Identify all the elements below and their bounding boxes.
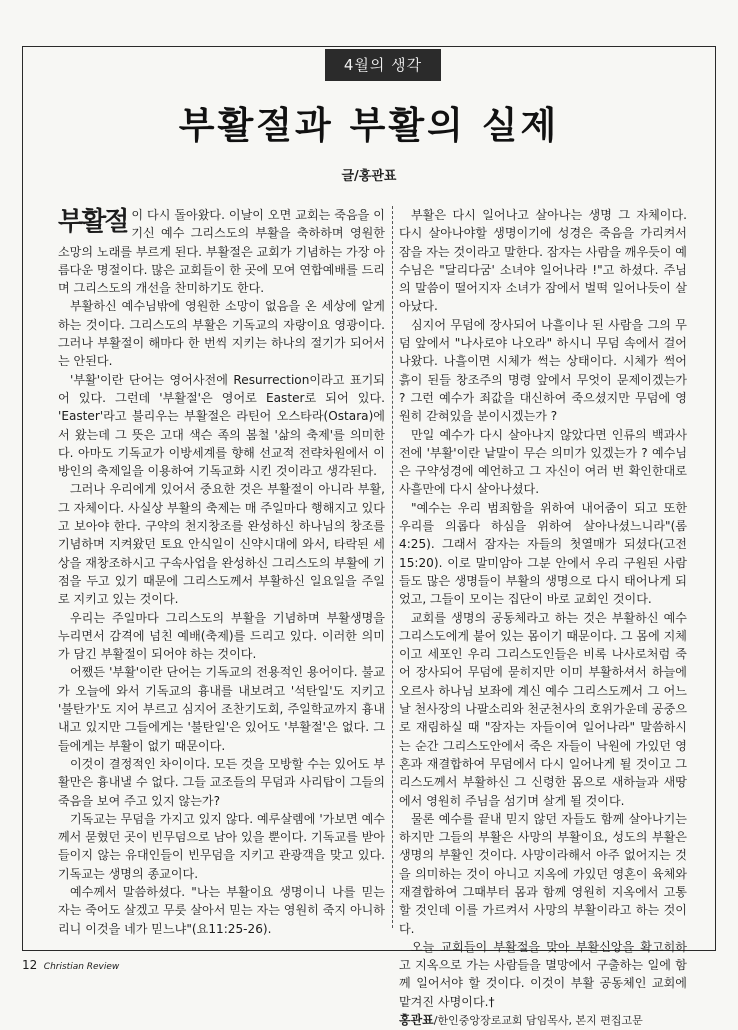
paragraph: 심지어 무덤에 장사되어 나흘이나 된 사람을 그의 무덤 앞에서 "나사로야 나오라" 하시니 무덤 속에서 걸어 나왔다. 나흘이면 시체가 썩는 상태이다. 시체가 썩어 흙이 된들 창조주의 명령 앞에서 무엇이 문제이겠는가 ? 그런 예수가 죄값을 대신하여 죽으셨지만 무덤에 영원히 갇혀있을 분이시겠는가 ? <box>399 317 687 424</box>
magazine-name: Christian Review <box>43 962 120 972</box>
paragraph: 부활절 이 다시 돌아왔다. 이날이 오면 교회는 죽음을 이기신 예수 그리스도의 부활을 축하하며 영원한 소망의 노래를 부르게 된다. 부활절은 교회가 기념하는 가장 아름다운 명절이다. 많은 교회들이 한 곳에 모여 연합예배를 드리며 그리스도의 개선을 찬미하기도 한다. <box>58 207 385 296</box>
article-byline: 글/홍관표 <box>341 169 397 184</box>
article-title: 부활절과 부활의 실제 <box>178 103 560 147</box>
column-divider <box>392 206 393 928</box>
paragraph: 부활하신 예수님밖에 영원한 소망이 없음을 온 세상에 알게 하는 것이다. 그리스도의 부활은 기독교의 자랑이요 영광이다. 그러나 부활절이 해마다 한 번씩 지키는 하나의 절기가 되어서는 안된다. <box>58 299 385 369</box>
paragraph: 부활은 다시 일어나고 살아나는 생명 그 자체이다. 다시 살아나야할 생명이기에 성경은 죽음을 가리켜서 잠을 자는 것이라고 말한다. 잠자는 사람을 깨우듯이 예수님은 "달리다굼' 소녀야 일어나라 !"고 하셨다. 주님의 말씀이 떨어지자 소녀가 잠에서 벌떡 일어나듯이 살아났다. <box>399 208 687 314</box>
author-signoff <box>399 1011 687 1030</box>
author-role: /한인중앙장로교회 담임목사, 본지 편집고문 <box>433 1014 643 1028</box>
paragraph: 어쨌든 '부활'이란 단어는 기독교의 전용적인 용어이다. 불교가 오늘에 와서 기독교의 흉내를 내보려고 '석탄일'도 지키고 '불탄가'도 지어 부르고 심지어 조찬기도회, 주일학교까지 흉내내고 있지만 그들에게는 '불탄일'은 있어도 '부활절'은 없다. 그들에게는 부활이 없기 때문이다. <box>58 665 385 753</box>
paragraph: 기독교는 무덤을 가지고 있지 않다. 예루살렘에 '가보면 예수께서 묻혔던 곳이 빈무덤으로 남아 있을 뿐이다. 기독교를 받아들이지 않는 유대인들이 빈무덤을 지키고 관광객을 맞고 있다. 기독교는 생명의 종교이다. <box>58 811 385 881</box>
section-banner: 4월의 생각 <box>325 49 441 81</box>
paragraph: 교회를 생명의 공동체라고 하는 것은 부활하신 예수 그리스도에게 붙어 있는 몸이기 때문이다. 그 몸에 지체이고 세포인 우리 그리스도인들은 비록 나사로처럼 죽어 장사되어 무덤에 묻히지만 이미 부활하셔서 하늘에 오르사 하나님 보좌에 계신 예수 그리스도께서 그 어느날 천사장의 나팔소리와 천군천사의 호위가운데 공중으로 재림하실 때 "잠자는 자들이여 일어나라" 말씀하시는 순간 그리스도안에서 죽은 자들이 낙원에 가있던 영혼과 재결합하여 무덤에서 다시 일어나게 될 것이고 그리스도께서 부활하신 그 신령한 몸으로 새하늘과 새땅에서 영원히 주님을 섬기며 살게 될 것이다. <box>399 610 687 808</box>
paragraph: 물론 예수를 끝내 믿지 않던 자들도 함께 살아나기는 하지만 그들의 부활은 사망의 부활이요, 성도의 부활은 생명의 부활인 것이다. 사망이라해서 아주 없어지는 것을 의미하는 것이 아니고 지옥에 가있던 영혼이 육체와 재결합하여 그때부터 몸과 함께 영원히 지옥에서 고통할 것인데 이를 가르켜서 사망의 부활이라고 하는 것이다. <box>399 811 687 936</box>
paragraph: '부활'이란 단어는 영어사전에 Resurrection이라고 표기되어 있다. 그런데 '부활절'은 영어로 Easter로 되어 있다. 'Easter'라고 불리우는 부활절은 라틴어 오스타라(Ostara)에서 왔는데 그 뜻은 고대 색슨 족의 봄철 '삶의 축제'를 의미한다. 아마도 기독교가 이방세계를 향해 선교적 전략차원에서 이방인의 축제일을 이용하여 기독교화 시킨 것이라고 생각된다. <box>58 372 385 479</box>
paragraph: 그러나 우리에게 있어서 중요한 것은 부활절이 아니라 부활, 그 자체이다. 사실상 부활의 축제는 매 주일마다 행해지고 있다고 보아야 한다. 구약의 천지창조를 완성하신 하나님의 창조를 기념하며 지켜왔던 토요 안식일이 신약시대에 와서, 타락된 세상을 재창조하시고 구속사업을 완성하신 그리스도의 부활에 기점을 두고 있기 때문에 그리스도께서 부활하신 일요일을 주일로 지키고 있는 것이다. <box>58 482 385 607</box>
page-footer <box>22 958 119 972</box>
drop-cap: 부활절 <box>58 207 128 237</box>
paragraph: 만일 예수가 다시 살아나지 않았다면 인류의 백과사전에 '부활'이란 낱말이 무슨 의미가 있겠는가 ? 예수님은 구약성경에 예언하고 그 자신이 여러 번 확인한대로 사흘만에 다시 살아나셨다. <box>399 427 687 497</box>
paragraph: 이것이 결정적인 차이이다. 모든 것을 모방할 수는 있어도 부활만은 흉내낼 수 없다. 그들 교조들의 무덤과 사리탑이 그들의 죽음을 보여 주고 있지 않는가? <box>58 756 385 808</box>
paragraph: 오늘 교회들이 부활절을 맞아 부활신앙을 확고히하고 지옥으로 가는 사람들을 멸망에서 구출하는 일에 함께 일어서야 할 것이다. 이것이 부활 공동체인 교회에 맡겨진 사명이다.† <box>399 939 687 1009</box>
paragraph: "예수는 우리 범죄함을 위하여 내어줌이 되고 또한 우리를 의롭다 하심을 위하여 살아나셨느니라"(롬4:25). 그래서 잠자는 자들의 첫열매가 되셨다(고전15:20). 이로 말미암아 그분 안에서 우리 구원된 사람들도 많은 생명들이 부활의 생명으로 다시 태어나게 되었고, 그들이 모이는 집단이 바로 교회인 것이다. <box>399 500 687 607</box>
paragraph: 예수께서 말씀하셨다. "나는 부활이요 생명이니 나를 믿는 자는 죽어도 살겠고 무릇 살아서 믿는 자는 영원히 죽지 아니하리니 이것을 네가 믿느냐"(요11:25-26). <box>58 884 385 936</box>
right-column <box>399 206 687 1030</box>
author-name: 홍관표 <box>399 1013 434 1028</box>
paragraph: 우리는 주일마다 그리스도의 부활을 기념하며 부활생명을 누리면서 감격에 넘친 예배(축제)를 드리고 있다. 이러한 의미가 담긴 부활절이 되어야 하는 것이다. <box>58 610 385 662</box>
page-number: 12 <box>22 958 38 972</box>
left-column <box>58 206 385 938</box>
